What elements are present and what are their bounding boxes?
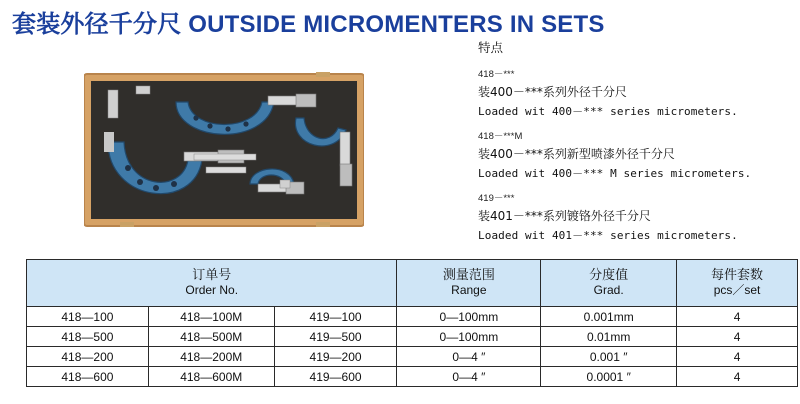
feature-description-en: Loaded wit 400－*** series micrometers.	[478, 105, 738, 118]
feature-description-cn: 装400－***系列新型喷漆外径千分尺	[478, 147, 675, 161]
table-row	[27, 307, 798, 327]
header-range-en: Range	[451, 283, 487, 297]
table-cell: 419—600	[274, 367, 397, 387]
table-cell: 0.0001 ″	[541, 367, 677, 387]
table-cell: 0.001mm	[541, 307, 677, 327]
table-row	[27, 327, 798, 347]
table-cell: 418—200M	[148, 347, 274, 367]
table-cell: 418—600M	[148, 367, 274, 387]
table-cell: 418—100M	[148, 307, 274, 327]
header-order-cn: 订单号	[192, 268, 232, 283]
header-grad-cn: 分度值	[589, 268, 629, 283]
table-cell: 4	[677, 347, 798, 367]
feature-description-cn: 装401－***系列镀铬外径千分尺	[478, 209, 651, 223]
table-cell: 0—100mm	[397, 307, 541, 327]
table-row	[27, 347, 798, 367]
table-cell: 418—500M	[148, 327, 274, 347]
table-cell: 418—600	[27, 367, 149, 387]
header-order-en: Order No.	[185, 283, 239, 297]
table-cell: 0.001 ″	[541, 347, 677, 367]
feature-description-en: Loaded wit 401－*** series micrometers.	[478, 229, 738, 242]
table-cell: 418—500	[27, 327, 149, 347]
table-cell: 419—100	[274, 307, 397, 327]
header-range-cn: 测量范围	[442, 268, 495, 283]
micrometer-set-illustration	[84, 72, 364, 228]
table-cell: 4	[677, 327, 798, 347]
header-grad-en: Grad.	[593, 283, 624, 297]
table-cell: 418—200	[27, 347, 149, 367]
feature-item	[478, 66, 796, 119]
table-cell: 419—500	[274, 327, 397, 347]
feature-description-en: Loaded wit 400－*** M series micrometers.	[478, 167, 752, 180]
table-cell: 0.01mm	[541, 327, 677, 347]
header-grad	[541, 260, 677, 307]
table-header-row	[27, 260, 798, 307]
table-cell: 4	[677, 307, 798, 327]
page-title	[12, 4, 605, 39]
header-pcs-cn: 每件套数	[711, 268, 764, 283]
features-heading: 特点	[478, 40, 504, 55]
product-photo	[84, 72, 364, 228]
table-cell: 0—100mm	[397, 327, 541, 347]
table-cell: 418—100	[27, 307, 149, 327]
header-order-no	[27, 260, 397, 307]
feature-code: 418－***M	[478, 131, 523, 142]
feature-item	[478, 128, 796, 181]
feature-code: 418－***	[478, 69, 515, 80]
header-pcs-en: pcs／set	[713, 283, 761, 297]
table-cell: 419—200	[274, 347, 397, 367]
table-cell: 0—4 ″	[397, 367, 541, 387]
table-cell: 4	[677, 367, 798, 387]
table-row	[27, 367, 798, 387]
feature-code: 419－***	[478, 193, 515, 204]
header-pcs	[677, 260, 798, 307]
feature-item	[478, 190, 796, 243]
features-section	[478, 38, 796, 252]
feature-description-cn: 装400－***系列外径千分尺	[478, 85, 627, 99]
spec-table	[26, 259, 798, 387]
title-cn: 套装外径千分尺	[12, 10, 182, 38]
table-cell: 0—4 ″	[397, 347, 541, 367]
header-range	[397, 260, 541, 307]
title-en: OUTSIDE MICROMENTERS IN SETS	[188, 11, 605, 38]
